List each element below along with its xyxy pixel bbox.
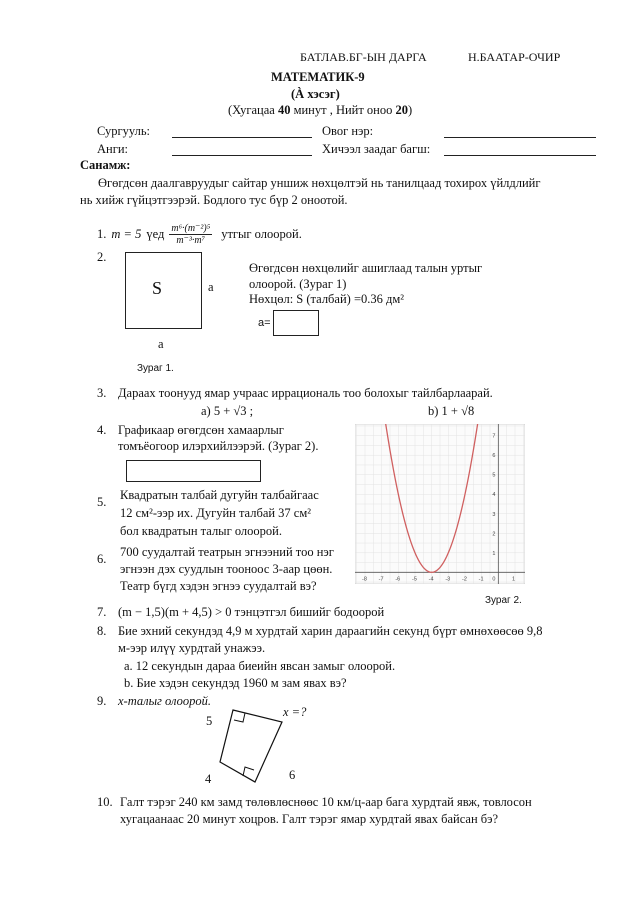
question-5-text-2: 12 см²-ээр их. Дугуйн талбай 37 см² (120, 506, 312, 520)
question-6-text-3: Театр бүгд хэдэн эгнээ суудалтай вэ? (120, 579, 317, 593)
teacher-label: Хичээл заадаг багш: (322, 142, 431, 156)
question-5-text-3: бол квадратын талыг олоорой. (120, 524, 282, 538)
fraction-denominator: m⁻³·m⁷ (176, 234, 206, 246)
question-4-text-2: томъёогоор илэрхийлээрэй. (Зураг 2). (118, 439, 319, 453)
side-label-5: 5 (206, 714, 213, 728)
question-6-text-1: 700 суудалтай театрын эгнээний тоо нэг (120, 545, 334, 559)
question-number: 1. (97, 226, 107, 241)
exam-title: МАТЕМАТИК-9 (271, 70, 365, 84)
x-tick-label: -5 (412, 576, 417, 583)
question-4-number: 4. (97, 423, 107, 437)
x-tick-label: -6 (395, 576, 401, 583)
notice-line-2: нь хийж гүйцэтгээрэй. Бодлого тус бүр 2 оноотой. (80, 193, 348, 207)
square-side-bottom-label: a (158, 337, 164, 351)
school-field[interactable] (172, 137, 312, 138)
question-6-number: 6. (97, 552, 107, 566)
teacher-field[interactable] (444, 155, 596, 156)
fraction-numerator: m⁶·(m⁻²)⁵ (171, 222, 211, 234)
question-text: утгыг олоорой. (221, 226, 302, 241)
parabola-graph (355, 424, 525, 584)
question-10-text-2: хугацаанаас 20 минут хоцров. Галт тэрэг ямар хурдтай явах байсан бэ? (120, 812, 499, 826)
figure-2-caption: Зураг 2. (485, 595, 522, 606)
expression-fraction (169, 223, 212, 246)
question-3-text: Дараах тоонууд ямар учраас иррациональ тоо болохыг тайлбарлаарай. (118, 386, 493, 400)
question-9-number: 9. (97, 694, 107, 708)
x-tick-label: -4 (428, 576, 434, 583)
approver-label: БАТЛАВ.БГ-ЫН ДАРГА (300, 50, 427, 64)
q8-part-b: b. Бие хэдэн секундэд 1960 м зам явах вэ? (124, 676, 347, 690)
q2-text-2: олоорой. (Зураг 1) (249, 277, 347, 291)
question-7-text: (m − 1,5)(m + 4,5) > 0 тэнцэтгэл бишийг бодоорой (118, 605, 385, 619)
right-angle-mark-top (234, 713, 245, 722)
x-tick-label: -3 (445, 576, 451, 583)
question-8-number: 8. (97, 624, 107, 638)
y-tick-label: 1 (492, 550, 496, 557)
y-tick-label: 2 (492, 531, 496, 538)
y-tick-label: 4 (492, 492, 496, 499)
q2-condition: Нөхцөл: S (талбай) =0.36 дм² (249, 292, 405, 306)
question-7-number: 7. (97, 605, 107, 619)
y-tick-label: 6 (492, 453, 496, 460)
question-10-number: 10. (97, 795, 113, 809)
question-3-number: 3. (97, 386, 107, 400)
x-tick-label: 0 (492, 576, 496, 583)
exam-time-info: (Хугацаа 40 минут , Нийт оноо 20) (228, 103, 413, 117)
q8-part-a: a. 12 секундын дараа биеийн явсан замыг олоорой. (124, 659, 396, 673)
square-figure (125, 252, 202, 329)
answer-a-box[interactable] (273, 310, 319, 336)
question-6-text-2: эгнээн дэх суудлын тооноос 3-аар цөөн. (120, 562, 333, 576)
school-label: Сургууль: (97, 124, 151, 138)
question-2-number: 2. (97, 250, 107, 264)
y-tick-label: 7 (492, 433, 496, 440)
figure-1-caption: Зураг 1. (137, 363, 174, 374)
side-label-6: 6 (289, 768, 296, 782)
class-label: Анги: (97, 142, 129, 156)
y-tick-label: 5 (492, 472, 496, 479)
q3-option-b: b) 1 + √8 (428, 404, 475, 418)
m-condition: m = 5 (111, 226, 142, 241)
q2-text-1: Өгөгдсөн нөхцөлийг ашиглаад талын уртыг (249, 261, 483, 275)
question-10-text-1: Галт тэрэг 240 км замд төлөвлөснөөс 10 км/ц-аар бага хурдтай явж, товлосон (120, 795, 532, 809)
question-4-text-1: Графикаар өгөгдсөн хамаарлыг (118, 423, 284, 437)
question-9-text: x-талыг олоорой. (118, 694, 211, 708)
question-1 (97, 220, 302, 248)
question-8-text-1: Бие эхний секундэд 4,9 м хурдтай харин дараагийн секунд бүрт өмнөхөөсөө 9,8 (118, 624, 543, 638)
square-side-right-label: a (208, 280, 214, 294)
q3-option-a: a) 5 + √3 ; (201, 404, 254, 418)
notice-heading: Санамж: (80, 158, 131, 172)
answer-a-label: a= (258, 317, 271, 329)
class-field[interactable] (172, 155, 312, 156)
signer-name: Н.БААТАР-ОЧИР (468, 50, 561, 64)
x-tick-label: -1 (478, 576, 484, 583)
surname-field[interactable] (444, 137, 596, 138)
question-5-text-1: Квадратын талбай дугуйн талбайгаас (120, 488, 319, 502)
x-tick-label: -2 (462, 576, 467, 583)
question-5-number: 5. (97, 495, 107, 509)
x-tick-label: -7 (378, 576, 384, 583)
notice-line-1: Өгөгдсөн даалгавруудыг сайтар уншиж нөхцөлтэй нь танилцаад тохирох үйлдлийг (98, 176, 541, 190)
y-tick-label: 3 (492, 511, 496, 518)
x-tick-label: -8 (362, 576, 367, 583)
right-angle-mark-bottom (243, 767, 254, 776)
quadrilateral-shape (220, 710, 282, 782)
when-word: үед (146, 226, 165, 241)
side-label-4: 4 (205, 772, 212, 786)
question-8-text-2: м-ээр илүү хурдтай унажээ. (118, 641, 266, 655)
x-tick-label: 1 (512, 576, 516, 583)
q4-answer-box[interactable] (126, 460, 261, 482)
side-label-x: x =? (283, 705, 307, 719)
square-area-label: S (152, 278, 163, 298)
surname-label: Овог нэр: (322, 124, 374, 138)
exam-variant: (À хэсэг) (291, 87, 340, 101)
